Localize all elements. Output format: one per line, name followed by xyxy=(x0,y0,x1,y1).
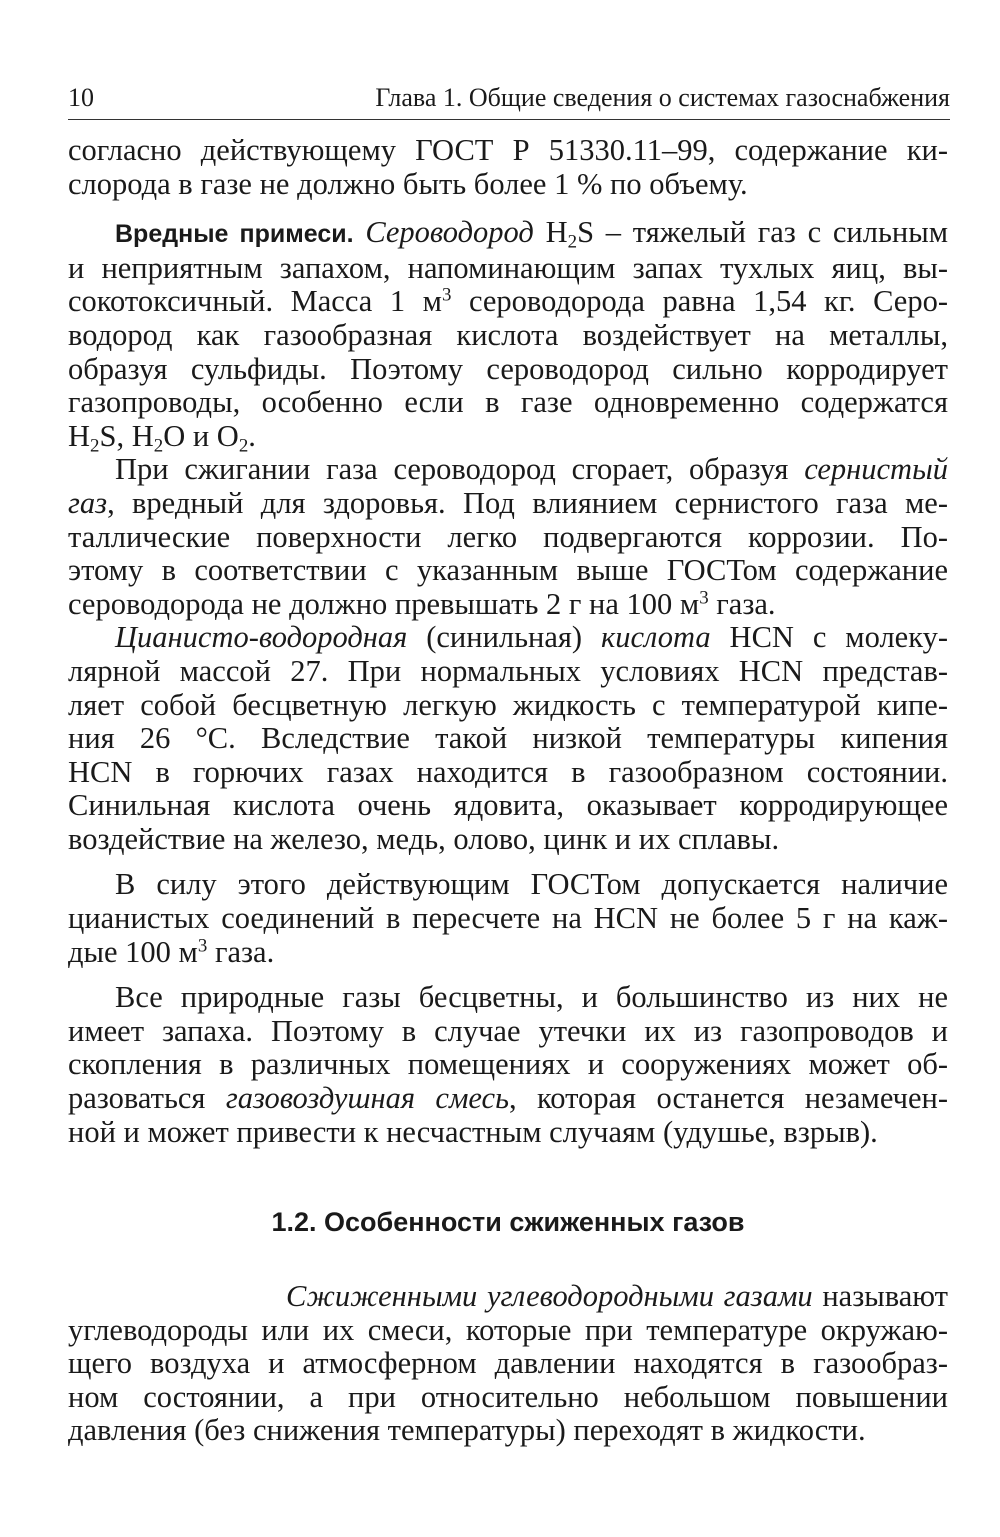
text-line: скопления в различных помещениях и сооружениях может об- xyxy=(68,1047,948,1082)
text-line: таллические поверхности легко подвергаются коррозии. По- xyxy=(68,519,948,554)
text-line: ния 26 °С. Вследствие такой низкой температуры кипения xyxy=(68,721,948,756)
body-text-section xyxy=(68,1280,948,1448)
paragraph-gost xyxy=(68,868,948,969)
paragraph-lpg xyxy=(68,1280,948,1448)
text-line: Цианисто-водородная (синильная) кислота HCN с молеку- xyxy=(115,620,948,655)
text-line: согласно действующему ГОСТ Р 51330.11–99, содержание ки- xyxy=(68,133,948,167)
text-line: Вредные примеси. Сероводород $H_2S$ – тяжелый газ с сильным xyxy=(115,215,948,253)
text-line: цианистых соединений в пересчете на HCN не более 5 г на каж- xyxy=(68,901,948,936)
term-italic: Цианисто-водородная xyxy=(115,620,408,655)
text-line: углеводороды или их смеси, которые при температуре окружаю- xyxy=(68,1312,948,1347)
paragraph-oxygen xyxy=(68,134,948,201)
text-line: водород как газообразная кислота воздействует на металлы, xyxy=(68,317,948,352)
body-text xyxy=(68,134,948,1149)
section-heading: 1.2. Особенности сжиженных газов xyxy=(271,1207,745,1237)
text-line: Сжиженными углеводородными газами называют xyxy=(286,1279,948,1313)
text-line: В силу этого действующим ГОСТом допускается наличие xyxy=(115,867,948,902)
text-line: сокотоксичный. Масса 1 $м^3$ сероводорода равна 1,54 кг. Серо- xyxy=(68,284,948,319)
paragraph-natural-gases xyxy=(68,981,948,1149)
text-line: разоваться газовоздушная смесь, которая останется незамечен- xyxy=(68,1081,948,1116)
text-line: имеет запаха. Поэтому в случае утечки их из газопроводов и xyxy=(68,1013,948,1048)
text-line: сероводорода не должно превышать 2 г на 100 $м^3$ газа. xyxy=(68,586,776,621)
text-line: и неприятным запахом, напоминающим запах тухлых яиц, вы- xyxy=(68,250,948,285)
text-line: дые 100 $м^3$ газа. xyxy=(68,934,275,969)
term-italic: газ xyxy=(68,485,108,520)
text-line: $H_2S$, $H_2O$ и $O_2$. xyxy=(68,418,256,457)
text-line: При сжигании газа сероводород сгорает, образуя сернистый xyxy=(115,452,948,487)
term-italic: Сероводород xyxy=(365,215,534,250)
text-line: Все природные газы бесцветны, и большинство из них не xyxy=(115,980,948,1015)
chapter-title: Глава 1. Общие сведения о системах газоснабжения xyxy=(375,83,950,112)
text-line: Синильная кислота очень ядовита, оказывает корродирующее xyxy=(68,788,948,823)
text-line: слорода в газе не должно быть более 1 % по объему. xyxy=(68,166,748,201)
text-line: ляет собой бесцветную легкую жидкость с температурой кипе- xyxy=(68,687,948,722)
paragraph-h2s xyxy=(68,215,948,457)
text-line: газ, вредный для здоровья. Под влиянием сернистого газа ме- xyxy=(68,485,948,520)
paragraph-hcn xyxy=(68,621,948,856)
run-in-heading: Вредные примеси. xyxy=(115,220,354,249)
term-italic: газовоздушная смесь xyxy=(225,1081,509,1116)
text-line: давления (без снижения температуры) переходят в жидкости. xyxy=(68,1413,866,1448)
page-number: 10 xyxy=(68,83,94,112)
text-line: воздействие на железо, медь, олово, цинк и их сплавы. xyxy=(68,821,780,856)
term-italic: сернистый xyxy=(804,452,948,487)
text-line: образуя сульфиды. Поэтому сероводород сильно корродирует xyxy=(68,351,948,386)
text-line: ном состоянии, а при относительно небольшом повышении xyxy=(68,1379,948,1414)
paragraph-so2 xyxy=(68,453,948,621)
text-line: ной и может привести к несчастным случаям (удушье, взрыв). xyxy=(68,1114,878,1149)
text-line: лярной массой 27. При нормальных условиях HCN представ- xyxy=(68,653,948,688)
text-line: щего воздуха и атмосферном давлении находятся в газообраз- xyxy=(68,1346,948,1381)
text-line: газопроводы, особенно если в газе одновременно содержатся xyxy=(68,385,948,420)
term-italic: кислота xyxy=(601,620,711,655)
text-line: HCN в горючих газах находится в газообразном состоянии. xyxy=(68,754,948,789)
text-line: этому в соответствии с указанным выше ГОСТом содержание xyxy=(68,553,948,588)
running-header xyxy=(68,76,950,120)
term-italic: Сжиженными углеводородными газами xyxy=(286,1279,813,1313)
